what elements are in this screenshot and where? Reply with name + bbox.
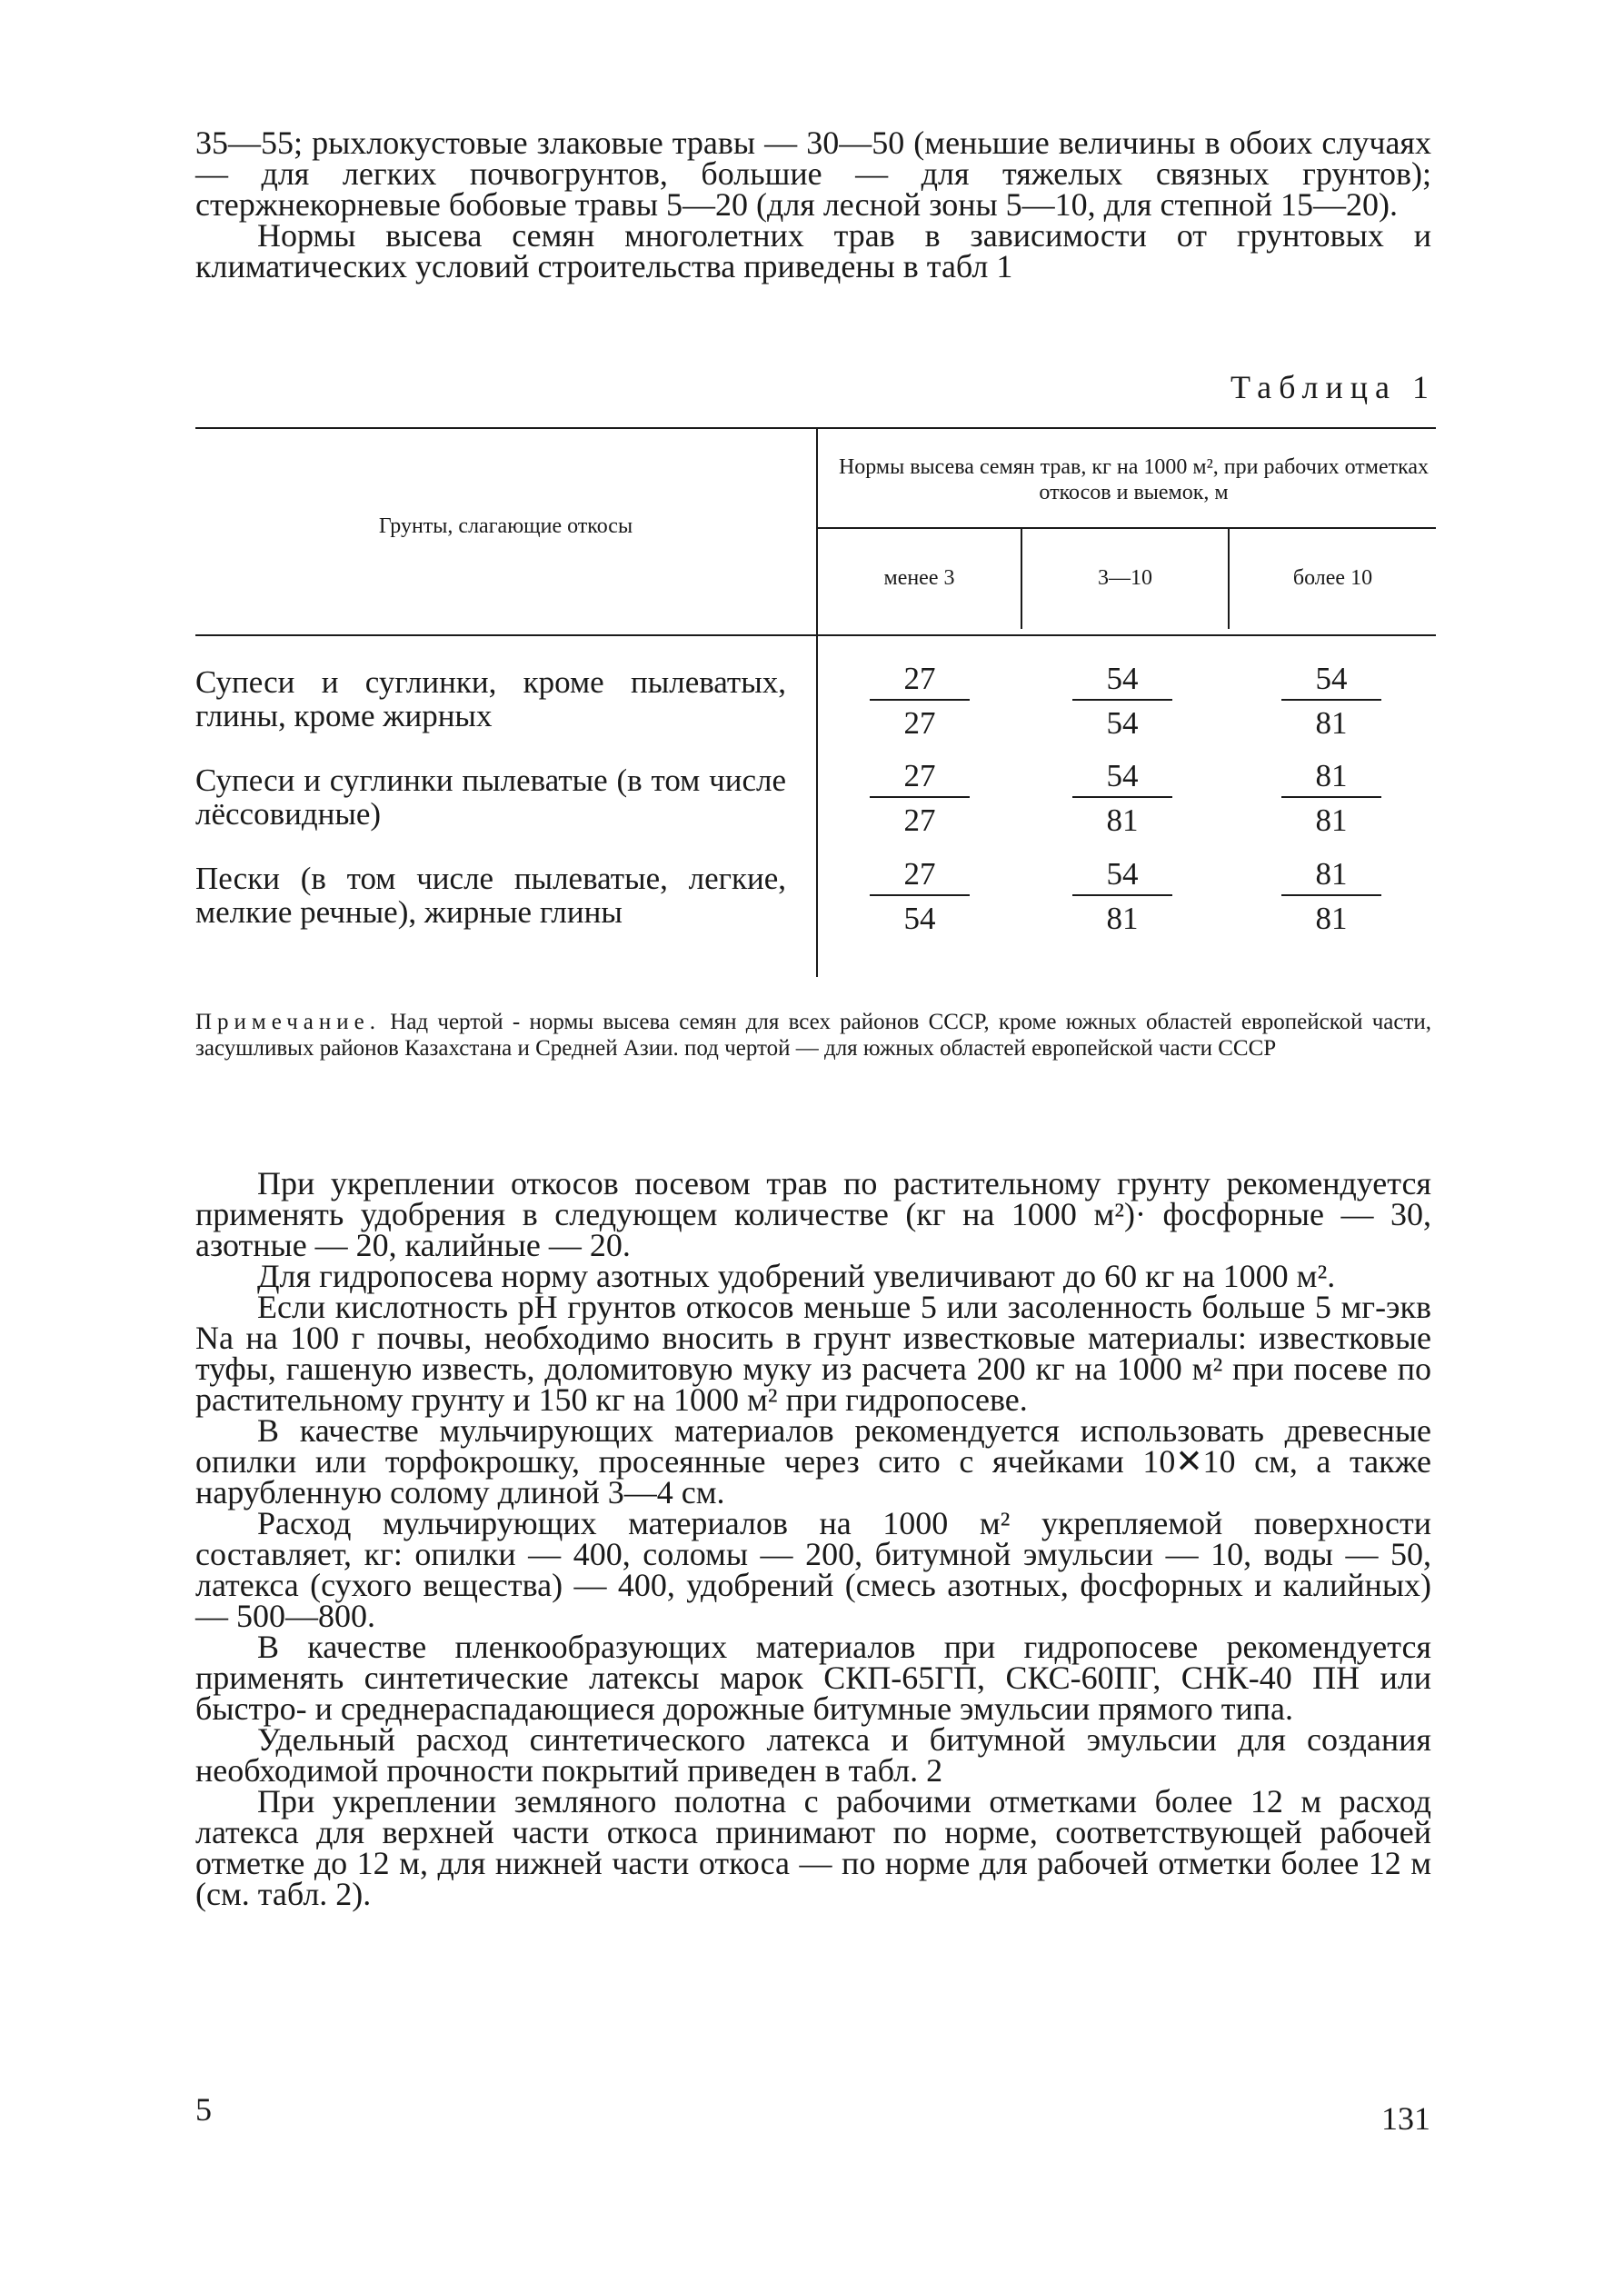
table-subheader: более 10 <box>1292 566 1373 590</box>
table-subheader: 3—10 <box>1098 566 1152 590</box>
fraction-top: 27 <box>870 854 970 896</box>
body-paragraph: В качестве пленкообразующих материалов при гидропосеве рекомендуется применять синтетические латексы марок СКП-65ГП, СКС-60ПГ, СНК-40 ПН или быстро- и среднераспадающиеся дорожные битумные эмульсии прямого типа. <box>195 1629 1431 1727</box>
fraction-bottom: 81 <box>1315 901 1348 936</box>
table-cell-fraction <box>1072 756 1172 838</box>
fraction-top: 27 <box>870 659 970 701</box>
body-paragraph: При укреплении земляного полотна с рабочими отметками более 12 м расход латекса для верхней части откоса принимают по норме, соответствующей рабочей отметке до 12 м, для нижней части откоса — по норме для рабочей отметки более 12 м (см. табл. 2). <box>195 1783 1431 1912</box>
table-group-rule <box>816 527 1436 529</box>
fraction-top: 54 <box>1072 659 1172 701</box>
table-row-label: Пески (в том числе пылеватые, легкие, мелкие речные), жирные глины <box>195 861 786 930</box>
body-paragraph: Удельный расход синтетического латекса и битумной эмульсии для создания необходимой прочности покрытий приведен в табл. 2 <box>195 1721 1431 1789</box>
fraction-bottom: 27 <box>903 803 936 838</box>
table-header-group: Нормы высева семян трав, кг на 1000 м², при рабочих отметках откосов и выемок, м <box>838 455 1430 504</box>
table-cell-fraction <box>1281 756 1381 838</box>
table-note <box>195 1009 1431 1062</box>
signature-mark: 5 <box>195 2091 212 2128</box>
table-caption: Таблица 1 <box>1230 369 1436 405</box>
table-cell-fraction <box>870 659 970 741</box>
table-cell-fraction <box>1281 659 1381 741</box>
table-row-label: Супеси и суглинки, кроме пылеватых, глины, кроме жирных <box>195 664 786 733</box>
fraction-bottom: 81 <box>1106 901 1139 936</box>
body-paragraph: Расход мульчирующих материалов на 1000 м² укрепляемой поверхности составляет, кг: опилки — 400, соломы — 200, битумной эмульсии — 10, воды — 50, латекса (сухого вещества) — 400, удобрений (смесь азотных, фосфорных и калийных) — 500—800. <box>195 1505 1431 1634</box>
page-number: 131 <box>1381 2100 1430 2137</box>
body-paragraph: В качестве мульчирующих материалов рекомендуется использовать древесные опилки или торфокрошку, просеянные через сито с ячейками 10✕10 см, а также нарубленную солому длиной 3—4 см. <box>195 1412 1431 1510</box>
table-col-divider <box>816 427 818 977</box>
fraction-top: 54 <box>1072 854 1172 896</box>
body-paragraph: Для гидропосева норму азотных удобрений увеличивают до 60 кг на 1000 м². <box>257 1258 1336 1294</box>
fraction-top: 54 <box>1072 756 1172 798</box>
fraction-top: 54 <box>1281 659 1381 701</box>
table-row-label: Супеси и суглинки пылеватые (в том числе лёссовидные) <box>195 763 786 832</box>
fraction-bottom: 27 <box>903 705 936 741</box>
body-text <box>195 1165 1431 1912</box>
fraction-bottom: 81 <box>1106 803 1139 838</box>
note-lead: Примечание. <box>195 1010 382 1034</box>
fraction-bottom: 81 <box>1315 705 1348 741</box>
fraction-top: 81 <box>1281 854 1381 896</box>
table-cell-fraction <box>870 756 970 838</box>
intro-paragraph: Нормы высева семян многолетних трав в зависимости от грунтовых и климатических условий строительства приведены в табл 1 <box>195 217 1431 284</box>
table-cell-fraction <box>1281 854 1381 936</box>
intro-paragraph: 35—55; рыхлокустовые злаковые травы — 30—50 (меньшие величины в обоих случаях — для легких почвогрунтов, большие — для тяжелых связных грунтов); стержнекорневые бобовые травы 5—20 (для лесной зоны 5—10, для степной 15—20). <box>195 125 1431 223</box>
intro-text <box>195 127 1431 282</box>
fraction-top: 27 <box>870 756 970 798</box>
table-cell-fraction <box>870 854 970 936</box>
seed-norms-table <box>195 427 1436 982</box>
table-cell-fraction <box>1072 659 1172 741</box>
fraction-top: 81 <box>1281 756 1381 798</box>
note-text: Над чертой - нормы высева семян для всех районов СССР, кроме южных областей европейской части, засушливых районов Казахстана и Средней Азии. под чертой — для южных областей европейской части СССР <box>195 1010 1432 1061</box>
body-paragraph: При укреплении откосов посевом трав по растительному грунту рекомендуется применять удобрения в следующем количестве (кг на 1000 м²)· фосфорные — 30, азотные — 20, калийные — 20. <box>195 1165 1431 1263</box>
fraction-bottom: 54 <box>1106 705 1139 741</box>
table-subheader: менее 3 <box>883 566 955 590</box>
fraction-bottom: 81 <box>1315 803 1348 838</box>
body-paragraph: Если кислотность pH грунтов откосов меньше 5 или засоленность больше 5 мг-экв Na на 100 г почвы, необходимо вносить в грунт известковые материалы: известковые туфы, гашеную известь, доломитовую муку из расчета 200 кг на 1000 м² при посеве по растительному грунту и 150 кг на 1000 м² при гидропосеве. <box>195 1289 1431 1418</box>
table-cell-fraction <box>1072 854 1172 936</box>
table-header-soil: Грунты, слагающие откосы <box>378 514 633 538</box>
fraction-bottom: 54 <box>903 901 936 936</box>
